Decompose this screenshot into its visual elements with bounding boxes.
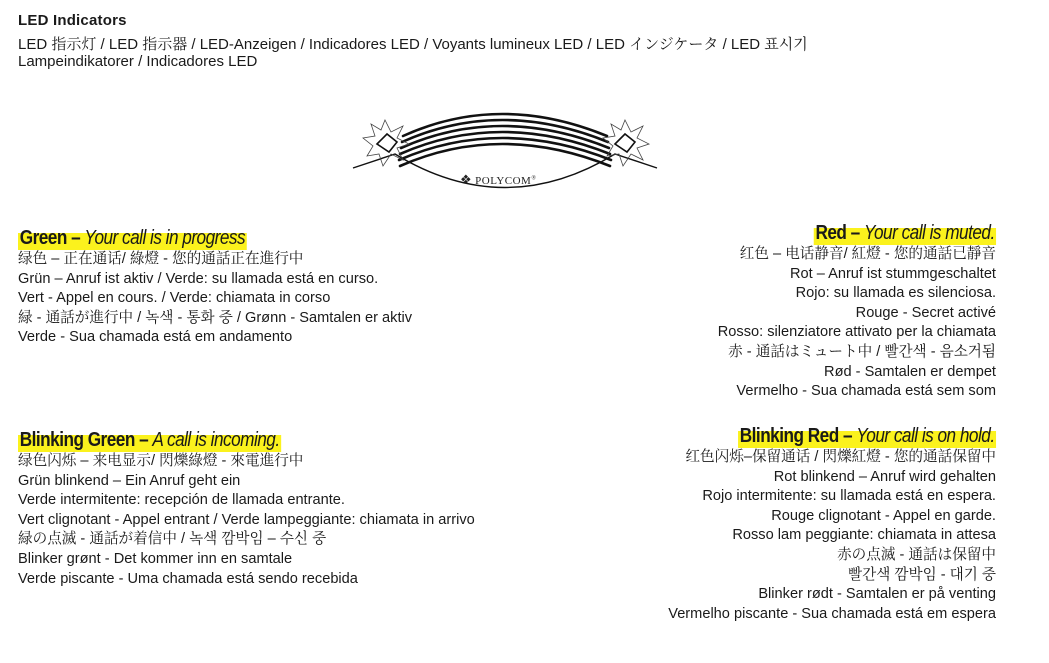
title-dash: – bbox=[845, 222, 864, 244]
title-description: Your call is on hold. bbox=[855, 425, 995, 447]
section-green bbox=[18, 226, 412, 348]
translation-line: Blinker rødt - Samtalen er på venting bbox=[758, 586, 996, 603]
translation-line: Rojo: su llamada es silenciosa. bbox=[795, 285, 996, 302]
page-title: LED Indicators bbox=[18, 12, 127, 29]
translations-list bbox=[18, 250, 412, 348]
languages-line-1: LED 指示灯 / LED 指示器 / LED-Anzeigen / Indicadores LED / Voyants lumineux LED / LED インジケータ / LED 표시기 bbox=[18, 36, 808, 53]
translation-line: Verde - Sua chamada está em andamento bbox=[18, 329, 293, 346]
title-dash: – bbox=[66, 227, 85, 249]
translation-line: 빨간색 깜박임 - 대기 중 bbox=[848, 566, 996, 583]
translation-line: 緑の点滅 - 通話が着信中 / 녹색 깜박임 – 수신 중 bbox=[18, 531, 327, 548]
translation-line: Rot blinkend – Anruf wird gehalten bbox=[773, 468, 996, 485]
translation-line: Rot – Anruf ist stummgeschaltet bbox=[789, 265, 996, 282]
translations-list bbox=[18, 452, 475, 589]
translation-line: Rouge clignotant - Appel en garde. bbox=[771, 507, 996, 524]
translation-line: 赤の点滅 - 通話は保留中 bbox=[837, 546, 996, 563]
translation-line: Verde intermitente: recepción de llamada entrante. bbox=[18, 492, 345, 509]
color-label: Blinking Red bbox=[739, 425, 839, 447]
color-label: Red bbox=[815, 222, 846, 244]
led-bar-arcs bbox=[399, 114, 611, 166]
translation-line: 绿色闪烁 – 来电显示/ 閃爍綠燈 - 來電進行中 bbox=[18, 453, 304, 469]
section-title bbox=[813, 221, 996, 245]
translation-line: Rosso lam peggiante: chiamata in attesa bbox=[732, 527, 996, 544]
translation-line: 赤 - 通話はミュート中 / 빨간색 - 음소거됨 bbox=[728, 343, 996, 360]
title-description: Your call is in progress bbox=[84, 227, 246, 249]
translation-line: Rojo intermitente: su llamada está en espera. bbox=[702, 488, 996, 505]
translation-line: Vert clignotant - Appel entrant / Verde lampeggiante: chiamata in arrivo bbox=[18, 511, 475, 528]
color-label: Green bbox=[19, 227, 67, 249]
translation-line: 红色闪烁–保留通话 / 閃爍紅燈 - 您的通話保留中 bbox=[685, 449, 996, 465]
translation-line: Vermelho piscante - Sua chamada está em espera bbox=[668, 605, 996, 622]
section-title bbox=[18, 226, 247, 250]
translation-line: Vermelho - Sua chamada está sem som bbox=[736, 383, 996, 400]
title-dash: – bbox=[838, 425, 856, 447]
section-title bbox=[18, 428, 281, 452]
section-title bbox=[738, 424, 996, 448]
translation-line: Grün – Anruf ist aktiv / Verde: su llamada está en curso. bbox=[18, 270, 379, 287]
translation-line: Verde piscante - Uma chamada está sendo recebida bbox=[18, 570, 358, 587]
translation-line: Vert - Appel en cours. / Verde: chiamata in corso bbox=[18, 290, 331, 307]
translation-line: Rød - Samtalen er dempet bbox=[824, 363, 996, 380]
brand-logo bbox=[460, 173, 536, 188]
translation-line: Rosso: silenziatore attivato per la chiamata bbox=[717, 324, 996, 341]
polycom-logo-icon: ❖ bbox=[460, 173, 473, 188]
section-blinking-red bbox=[668, 424, 996, 624]
title-description: A call is incoming. bbox=[152, 429, 280, 451]
brand-registered-mark: ® bbox=[531, 175, 537, 182]
color-label: Blinking Green bbox=[19, 429, 135, 451]
translations-list bbox=[718, 245, 996, 402]
title-description: Your call is muted. bbox=[863, 222, 995, 244]
phone-led-illustration bbox=[345, 96, 665, 208]
translation-line: 绿色 – 正在通话/ 綠燈 - 您的通話正在進行中 bbox=[18, 251, 304, 267]
title-dash: – bbox=[134, 429, 153, 451]
brand-name: POLYCOM bbox=[475, 175, 532, 187]
translations-list bbox=[668, 448, 996, 624]
translation-line: 緑 - 通話が進行中 / 녹색 - 통화 중 / Grønn - Samtalen er aktiv bbox=[18, 309, 413, 326]
languages-line-2: Lampeindikatorer / Indicadores LED bbox=[18, 53, 258, 70]
translation-line: 红色 – 电话静音/ 紅燈 - 您的通話已靜音 bbox=[739, 246, 996, 262]
translation-line: Blinker grønt - Det kommer inn en samtale bbox=[18, 550, 293, 567]
translation-line: Rouge - Secret activé bbox=[855, 304, 996, 321]
translation-line: Grün blinkend – Ein Anruf geht ein bbox=[18, 472, 241, 489]
section-red bbox=[718, 221, 996, 402]
section-blinking-green bbox=[18, 428, 475, 589]
